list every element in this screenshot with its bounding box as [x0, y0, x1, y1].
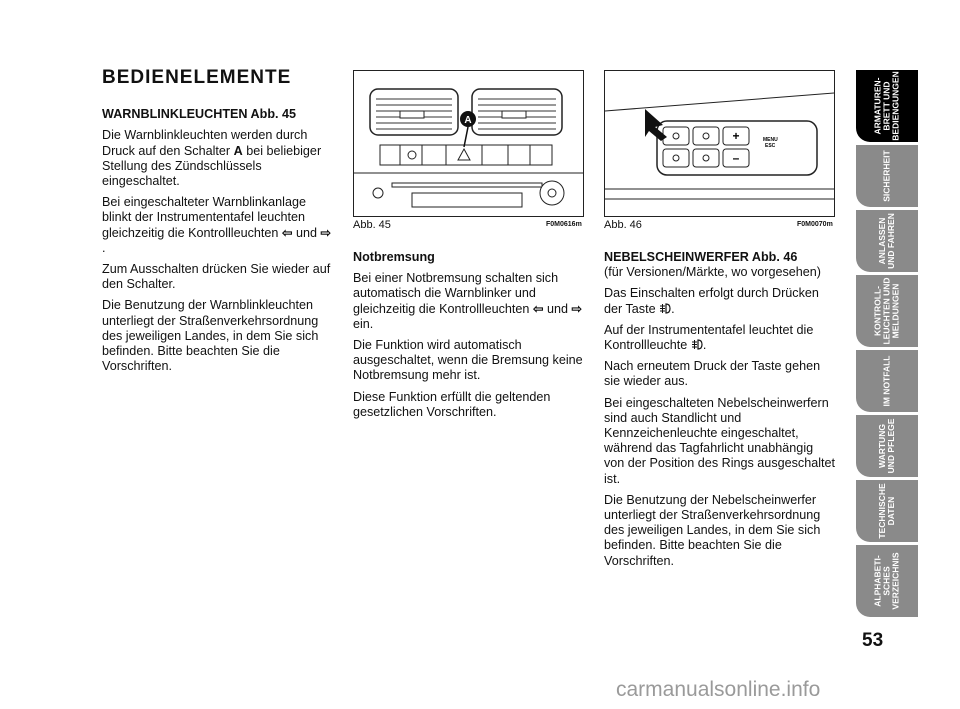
page-number: 53: [862, 630, 884, 651]
fog-light-icon: [691, 338, 703, 353]
tab-im-notfall[interactable]: [856, 350, 918, 412]
subheading-emergency-braking: Notbremsung: [353, 250, 435, 264]
tab-anlassen[interactable]: [856, 210, 918, 272]
text: .: [702, 338, 707, 353]
switch-letter: A: [233, 143, 243, 158]
section-heading: BEDIENELEMENTE: [102, 67, 292, 88]
paragraph: [604, 323, 836, 353]
turn-left-arrow-icon: ⇦: [281, 225, 293, 240]
paragraph: Bei eingeschalteten Nebelscheinwerfern sind auch Standlicht und Kennzeichenleuchte eingeschaltet, während das Tagfahrlicht unabhängig von der Position des Rings ausgeschaltet ist.: [604, 395, 836, 486]
marker-a: A: [464, 115, 472, 126]
figure-45-code: F0M0616m: [546, 221, 582, 228]
tab-label: KONTROLL- LEUCHTEN UND MELDUNGEN: [872, 277, 901, 345]
fog-light-icon: [659, 302, 671, 317]
paragraph: Diese Funktion erfüllt die geltenden gesetzlichen Vorschriften.: [353, 389, 551, 419]
text: Bei eingeschalteter Warnblinkanlage blinkt der Instrumententafel leuchten gleichzeitig die Kontrollleuchten: [102, 195, 306, 240]
turn-right-arrow-icon: ⇨: [571, 301, 583, 316]
tab-wartung[interactable]: [856, 415, 918, 477]
figure-46-caption: Abb. 46: [604, 219, 642, 231]
tab-label: ANLASSEN UND FAHREN: [877, 213, 896, 269]
dashboard-illustration: [354, 71, 583, 216]
text: Auf der Instrumententafel leuchtet die Kontrollleuchte: [604, 322, 814, 353]
paragraph: Die Funktion wird automatisch ausgeschaltet, wenn die Bremsung keine Notbremsung mehr ist.: [353, 338, 583, 383]
text: .: [102, 240, 106, 255]
tab-label: IM NOTFALL: [881, 355, 892, 407]
switch-panel-illustration: [605, 71, 834, 216]
text: ein.: [353, 316, 374, 331]
subheading-note: (für Versionen/Märkte, wo vorgesehen): [604, 265, 821, 280]
paragraph: [604, 286, 836, 316]
column-3: [604, 250, 836, 575]
turn-left-arrow-icon: ⇦: [532, 301, 544, 316]
tab-label: ARMATUREN- BRETT UND BEDIENGUNGEN: [872, 71, 901, 141]
text: Bei einer Notbremsung schalten sich automatisch die Warnblinker und gleichzeitig die Kontrollleuchten: [353, 271, 559, 316]
text: Das Einschalten erfolgt durch Drücken der Taste: [604, 286, 819, 316]
column-1: [102, 66, 334, 380]
minus-label: –: [732, 151, 740, 165]
paragraph: [102, 195, 334, 256]
figure-46-fog-light-switch: [604, 70, 835, 217]
text: .: [671, 301, 675, 316]
text: bei beliebiger Stellung des Zündschlüssels eingeschaltet.: [102, 143, 322, 189]
paragraph: [353, 271, 583, 332]
figure-45-hazard-switch: [353, 70, 584, 217]
esc-label: ESC: [765, 143, 776, 149]
tab-armaturenbrett[interactable]: [856, 70, 918, 142]
tab-technische-daten[interactable]: [856, 480, 918, 542]
paragraph: Die Benutzung der Nebelscheinwerfer unterliegt der Straßenverkehrsordnung des jeweiligen Landes, in dem Sie sich befinden. Bitte beachten Sie die Vorschriften.: [604, 492, 821, 568]
turn-right-arrow-icon: ⇨: [320, 225, 332, 240]
text: Die Warnblinkleuchten werden durch Druck auf den Schalter: [102, 128, 308, 158]
paragraph: Die Benutzung der Warnblinkleuchten unterliegt der Straßenverkehrsordnung des jeweiligen Landes, in dem Sie sich befinden. Bitte beachten Sie die Vorschriften.: [102, 298, 319, 374]
watermark: carmanualsonline.info: [616, 678, 821, 701]
paragraph: Zum Ausschalten drücken Sie wieder auf den Schalter.: [102, 262, 331, 292]
tab-sicherheit[interactable]: [856, 145, 918, 207]
tab-label: TECHNISCHE DATEN: [877, 483, 896, 539]
paragraph: Nach erneutem Druck der Taste gehen sie wieder aus.: [604, 359, 821, 389]
figure-45-caption: Abb. 45: [353, 219, 391, 231]
text: und: [543, 301, 572, 316]
subheading-hazard-lights: WARNBLINKLEUCHTEN Abb. 45: [102, 107, 297, 122]
figure-46-code: F0M0070m: [797, 221, 833, 228]
tab-label: ALPHABETI- SCHES VERZEICHNIS: [872, 552, 901, 610]
text: und: [292, 225, 321, 240]
menu-label: MENU: [763, 137, 778, 143]
paragraph: [102, 128, 334, 189]
subheading-fog-lights: NEBELSCHEINWERFER Abb. 46: [604, 250, 798, 264]
plus-label: +: [732, 129, 740, 143]
tab-kontrollleuchten[interactable]: [856, 275, 918, 347]
tab-label: WARTUNG UND PFLEGE: [877, 418, 896, 474]
tab-label: SICHERHEIT: [881, 150, 892, 202]
tab-verzeichnis[interactable]: [856, 545, 918, 617]
column-2: [353, 250, 583, 426]
